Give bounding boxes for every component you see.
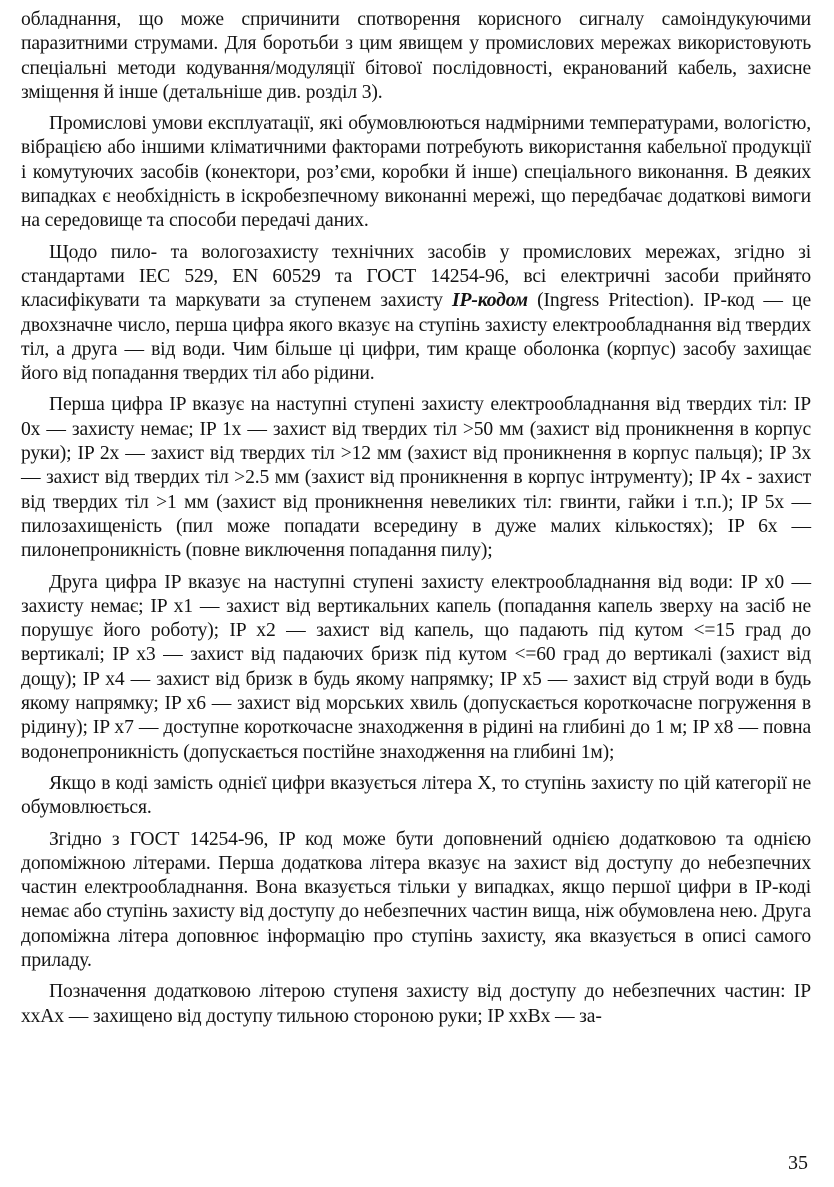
paragraph-operating-conditions: Промислові умови експлуатації, які обумовлюються надмірними температурами, вологістю, вібрацією або іншими кліматичними факторами потребують використання кабельної продукції і комутуючих засобів (конектори, роз’єми, коробки й інше) спеціального виконання. В деяких випадках є необхідність в іскробезпечному виконанні мережі, що передбачає додаткові вимоги на середовище та способи передачі даних. xyxy=(21,113,811,232)
paragraph-ip-code-intro-after: (Ingress Pritection). IP-код — це двохзначне число, перша цифра якого вказує на ступінь захисту електрообладнання від твердих тіл, а друга — від води. Чим більше ці цифри, тим краще оболонка (корпус) засобу захищає його від попадання твердих тіл або рідини. xyxy=(21,290,811,385)
paragraph-letter-x: Якщо в коді замість однієї цифри вказується літера X, то ступінь захисту по цій категорії не обумовлюється. xyxy=(21,772,811,819)
paragraph-gost-letters: Згідно з ГОСТ 14254-96, IP код може бути доповнений однією додатковою та однією допоміжною літерами. Перша додаткова літера вказує на захист від доступу до небезпечних частин електрообладнання. Вона вказується тільки у випадках, якщо першої цифри в IP-коді немає або ступінь захисту від доступу до небезпечних частин вища, ніж обумовлена нею. Друга допоміжна літера доповнює інформацію про ступінь захисту, яка вказується в описі самого приладу. xyxy=(21,828,811,971)
paragraph-ip-code-intro-before: Щодо пило- та вологозахисту технічних засобів у промислових мережах, згідно зі стандартами IEC 529, EN 60529 та ГОСТ 14254-96, всі електричні засоби прийнято класифікувати та маркувати за ступенем захисту xyxy=(21,241,811,312)
paragraph-first-digit: Перша цифра IP вказує на наступні ступені захисту електрообладнання від твердих тіл: IP 0x — захисту немає; IP 1x — захист від твердих тіл >50 мм (захист від проникнення в корпус руки); IP 2x — захист від твердих тіл >12 мм (захист від проникнення в корпус пальця); IP 3x — захист від твердих тіл >2.5 мм (захист від проникнення в корпус інтрументу); IP 4x - захист від твердих тіл >1 мм (захист від проникнення невеликих тіл: гвинти, гайки і т.п.); IP 5x — пилозахищеність (пил може попадати всередину в дуже малих кількостях); IP 6x — пилонепроникність (повне виключення попадання пилу); xyxy=(21,394,811,562)
document-page xyxy=(21,8,811,1036)
page-number: 35 xyxy=(788,1152,808,1174)
paragraph-second-digit: Друга цифра IP вказує на наступні ступені захисту електрообладнання від води: IP x0 — захисту немає; IP x1 — захист від вертикальних капель (попадання капель зверху на засіб не порушує його роботу); IP x2 — захист від капель, що падають під кутом <=15 град до вертикалі; IP x3 — захист від падаючих бризк під кутом <=60 град до вертикалі (захист від дощу); IP x4 — захист від бризк в будь якому напрямку; IP x5 — захист від струй води в будь якому напрямку; IP x6 — захист від морських хвиль (допускається короткочасне погруження в рідину); IP x7 — доступне короткочасне знаходження в рідині на глибині до 1 м; IP x8 — повна водонепроникність (допускається постійне знаходження на глибині 1м); xyxy=(21,571,811,763)
paragraph-ip-code-intro xyxy=(21,241,811,387)
paragraph-continuation: обладнання, що може спричинити спотворення корисного сигналу самоіндукуючими паразитними струмами. Для боротьби з цим явищем у промислових мережах використовують спеціальні методи кодування/модуляції бітової послідовності, екранований кабель, захисне зміщення й інше (детальніше див. розділ 3). xyxy=(21,9,811,103)
ip-code-term: IP-кодом xyxy=(452,290,528,312)
paragraph-additional-letter: Позначення додатковою літерою ступеня захисту від доступу до небезпечних частин: IP xxAx — захищено від доступу тильною стороною руки; IP xxBx — за- xyxy=(21,981,811,1027)
